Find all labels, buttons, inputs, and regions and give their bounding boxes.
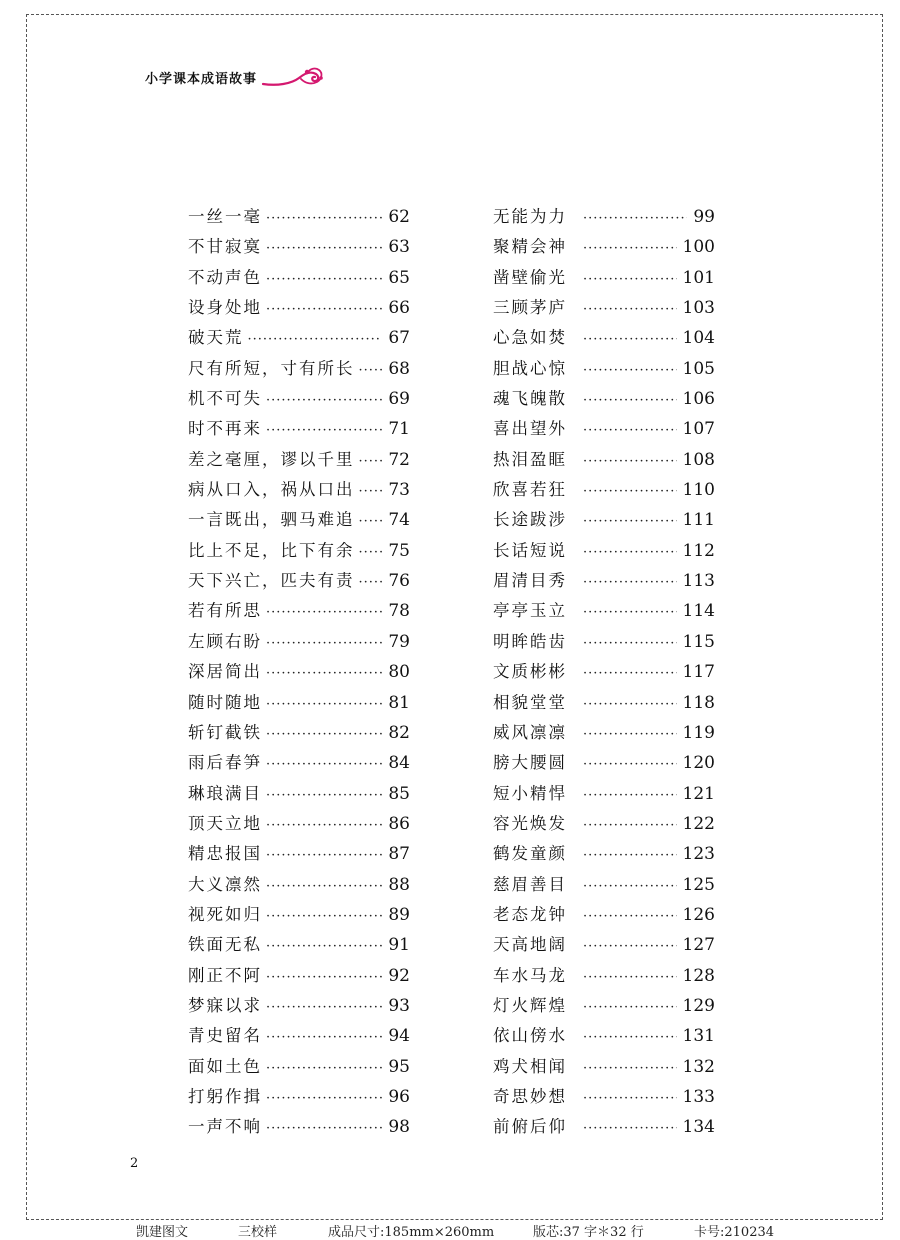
dot-leader <box>266 750 382 780</box>
toc-entry <box>493 323 715 353</box>
dot-leader <box>248 325 383 355</box>
toc-entry <box>493 870 715 900</box>
toc-entry-page: 120 <box>682 753 715 774</box>
dot-leader <box>583 477 677 507</box>
toc-entry <box>493 1082 715 1112</box>
dot-leader <box>266 690 382 720</box>
toc-entry-title: 胆战心惊 <box>493 358 567 378</box>
toc-entry-page: 101 <box>682 267 715 288</box>
dot-leader <box>583 932 677 962</box>
dot-leader <box>583 204 687 234</box>
dot-leader <box>583 265 677 295</box>
dot-leader <box>583 963 677 993</box>
toc-entry <box>493 809 715 839</box>
toc-entry-page: 110 <box>682 480 715 501</box>
toc-entry <box>493 475 715 505</box>
toc-entry-page: 134 <box>682 1117 715 1138</box>
toc-entry-page: 63 <box>388 237 410 258</box>
toc-entry <box>493 657 715 687</box>
toc-entry-page: 91 <box>388 935 410 956</box>
book-title: 小学课本成语故事 <box>145 71 258 87</box>
toc-entry-title: 奇思妙想 <box>493 1086 567 1106</box>
toc-entry-page: 72 <box>388 449 410 470</box>
toc-entry-page: 95 <box>388 1056 410 1077</box>
toc-entry-title: 天高地阔 <box>493 935 567 955</box>
dot-leader <box>266 841 382 871</box>
toc-entry <box>188 354 410 384</box>
toc-entry-title: 琳琅满目 <box>188 783 262 803</box>
dot-leader <box>583 234 677 264</box>
toc-entry <box>493 1021 715 1051</box>
toc-entry <box>188 900 410 930</box>
toc-entry-page: 82 <box>388 722 410 743</box>
toc-entry <box>493 505 715 535</box>
dot-leader <box>583 295 677 325</box>
dot-leader <box>359 538 383 568</box>
toc-entry <box>188 1021 410 1051</box>
toc-entry <box>188 839 410 869</box>
toc-entry <box>188 809 410 839</box>
toc-entry <box>188 202 410 232</box>
toc-entry-title: 无能为力 <box>493 207 567 226</box>
toc-entry-title: 欣喜若狂 <box>493 480 567 500</box>
toc-entry-page: 87 <box>388 844 410 865</box>
page-number: 2 <box>130 1156 139 1171</box>
toc-entry-title: 慈眉善目 <box>493 874 567 894</box>
toc-entry-page: 79 <box>388 631 410 652</box>
toc-entry-page: 113 <box>682 571 715 592</box>
dot-leader <box>583 1084 677 1114</box>
dot-leader <box>266 963 382 993</box>
toc-entry-page: 132 <box>682 1056 715 1077</box>
dot-leader <box>583 538 677 568</box>
toc-entry-page: 128 <box>682 965 715 986</box>
dot-leader <box>266 659 382 689</box>
toc-entry-title: 鹤发童颜 <box>493 844 567 864</box>
toc-entry <box>188 414 410 444</box>
toc-entry <box>493 263 715 293</box>
dot-leader <box>266 781 382 811</box>
toc-entry <box>493 748 715 778</box>
toc-entry-title: 雨后春笋 <box>188 753 262 773</box>
dot-leader <box>266 872 382 902</box>
toc-entry-page: 67 <box>388 328 410 349</box>
toc-entry-title: 一丝一毫 <box>188 207 262 226</box>
toc-entry <box>493 596 715 626</box>
toc-entry-title: 三顾茅庐 <box>493 298 567 318</box>
toc-entry-page: 123 <box>682 844 715 865</box>
toc-entry-page: 115 <box>682 631 715 652</box>
toc-entry <box>493 627 715 657</box>
toc-entry-page: 106 <box>682 389 715 410</box>
toc-entry-title: 短小精悍 <box>493 783 567 803</box>
toc-entry-page: 100 <box>682 237 715 258</box>
toc-entry-page: 112 <box>682 540 715 561</box>
toc-entry <box>188 232 410 262</box>
dot-leader <box>266 386 382 416</box>
dot-leader <box>583 447 677 477</box>
toc-entry <box>493 232 715 262</box>
toc-entry-title: 长话短说 <box>493 540 567 560</box>
toc-entry-title: 天下兴亡，匹夫有责 <box>188 571 355 591</box>
toc-entry-title: 左顾右盼 <box>188 631 262 651</box>
toc-entry-page: 117 <box>682 662 715 683</box>
dot-leader <box>359 507 383 537</box>
toc-entry-page: 80 <box>388 662 410 683</box>
toc-entry-page: 75 <box>388 540 410 561</box>
toc-entry-title: 亭亭玉立 <box>493 601 567 621</box>
toc-entry <box>188 293 410 323</box>
dot-leader <box>266 234 382 264</box>
toc-entry <box>188 1052 410 1082</box>
toc-entry-page: 104 <box>682 328 715 349</box>
dot-leader <box>359 447 383 477</box>
toc-entry-title: 刚正不阿 <box>188 965 262 985</box>
toc-entry-title: 热泪盈眶 <box>493 449 567 469</box>
toc-entry-page: 127 <box>682 935 715 956</box>
dot-leader <box>266 720 382 750</box>
cloud-ornament-icon <box>261 64 325 90</box>
toc-entry-page: 111 <box>682 510 715 531</box>
toc-entry <box>188 263 410 293</box>
toc-entry-title: 面如土色 <box>188 1056 262 1076</box>
toc-entry-title: 顶天立地 <box>188 813 262 833</box>
toc-entry-title: 斩钉截铁 <box>188 722 262 742</box>
dot-leader <box>266 598 382 628</box>
toc-entry-title: 一言既出，驷马难追 <box>188 510 355 530</box>
dot-leader <box>266 265 382 295</box>
dot-leader <box>583 507 677 537</box>
toc-entry-title: 时不再来 <box>188 419 262 439</box>
toc-entry-page: 133 <box>682 1086 715 1107</box>
toc-entry-page: 74 <box>388 510 410 531</box>
toc-entry-page: 105 <box>682 358 715 379</box>
toc-entry-page: 118 <box>682 692 715 713</box>
toc-entry-title: 一声不响 <box>188 1117 262 1137</box>
toc-entry <box>188 536 410 566</box>
toc-entry-title: 病从口入，祸从口出 <box>188 480 355 500</box>
toc-entry-page: 69 <box>388 389 410 410</box>
toc-entry <box>188 566 410 596</box>
dot-leader <box>266 1084 382 1114</box>
dot-leader <box>266 1023 382 1053</box>
dot-leader <box>266 416 382 446</box>
toc-entry-title: 相貌堂堂 <box>493 692 567 712</box>
dot-leader <box>266 629 382 659</box>
toc-entry-title: 不甘寂寞 <box>188 237 262 257</box>
toc-entry-title: 破天荒 <box>188 328 244 348</box>
dot-leader <box>583 416 677 446</box>
toc-entry-page: 89 <box>388 904 410 925</box>
toc-entry-title: 深居简出 <box>188 662 262 682</box>
toc-entry-title: 梦寐以求 <box>188 995 262 1015</box>
dot-leader <box>359 356 383 386</box>
toc-entry <box>493 688 715 718</box>
dot-leader <box>583 386 677 416</box>
dot-leader <box>583 750 677 780</box>
toc-entry <box>493 566 715 596</box>
toc-entry-title: 青史留名 <box>188 1026 262 1046</box>
toc-entry <box>188 1082 410 1112</box>
dot-leader <box>583 720 677 750</box>
toc-entry-page: 94 <box>388 1026 410 1047</box>
toc-entry-page: 121 <box>682 783 715 804</box>
toc-right-column <box>493 202 715 1143</box>
dot-leader <box>583 356 677 386</box>
dot-leader <box>266 932 382 962</box>
toc-entry-page: 68 <box>388 358 410 379</box>
dot-leader <box>583 872 677 902</box>
toc-entry <box>188 657 410 687</box>
toc-entry-page: 93 <box>388 995 410 1016</box>
dot-leader <box>583 325 677 355</box>
toc-entry <box>493 900 715 930</box>
dot-leader <box>583 690 677 720</box>
dot-leader <box>266 811 382 841</box>
dot-leader <box>266 993 382 1023</box>
dot-leader <box>266 204 382 234</box>
toc-entry <box>188 384 410 414</box>
toc-entry-title: 容光焕发 <box>493 813 567 833</box>
toc-entry-title: 若有所思 <box>188 601 262 621</box>
toc-entry <box>188 991 410 1021</box>
dot-leader <box>583 993 677 1023</box>
toc-entry-title: 大义凛然 <box>188 874 262 894</box>
toc-entry <box>188 323 410 353</box>
toc-entry <box>493 930 715 960</box>
dot-leader <box>583 1023 677 1053</box>
toc-entry <box>188 779 410 809</box>
footer-card-number: 卡号:210234 <box>694 1225 775 1240</box>
dot-leader <box>266 902 382 932</box>
toc-entry-title: 文质彬彬 <box>493 662 567 682</box>
toc-entry-page: 107 <box>682 419 715 440</box>
toc-entry <box>493 202 715 232</box>
toc-entry-title: 心急如焚 <box>493 328 567 348</box>
dot-leader <box>583 1054 677 1084</box>
toc-entry-title: 喜出望外 <box>493 419 567 439</box>
toc-entry-page: 65 <box>388 267 410 288</box>
toc-entry-page: 62 <box>388 207 410 227</box>
dot-leader <box>266 1114 382 1144</box>
toc-entry <box>188 445 410 475</box>
toc-entry-page: 88 <box>388 874 410 895</box>
toc-entry-title: 前俯后仰 <box>493 1117 567 1137</box>
toc-entry <box>493 536 715 566</box>
toc-entry <box>188 1112 410 1142</box>
toc-entry-title: 比上不足，比下有余 <box>188 540 355 560</box>
toc-entry-title: 精忠报国 <box>188 844 262 864</box>
toc-entry <box>188 627 410 657</box>
toc-entry <box>188 505 410 535</box>
toc-entry <box>188 961 410 991</box>
toc-entry-title: 打躬作揖 <box>188 1086 262 1106</box>
toc-entry-page: 126 <box>682 904 715 925</box>
toc-entry <box>188 748 410 778</box>
toc-entry-title: 鸡犬相闻 <box>493 1056 567 1076</box>
toc-entry <box>493 961 715 991</box>
toc-entry-title: 随时随地 <box>188 692 262 712</box>
toc-entry-title: 车水马龙 <box>493 965 567 985</box>
toc-entry <box>493 991 715 1021</box>
toc-entry-page: 125 <box>682 874 715 895</box>
toc-entry <box>493 1052 715 1082</box>
toc-entry <box>493 839 715 869</box>
dot-leader <box>583 568 677 598</box>
toc-entry-title: 明眸皓齿 <box>493 631 567 651</box>
toc-entry-page: 122 <box>682 813 715 834</box>
running-header <box>145 62 325 92</box>
toc-entry-title: 设身处地 <box>188 298 262 318</box>
toc-entry-title: 不动声色 <box>188 267 262 287</box>
toc-entry-title: 凿壁偷光 <box>493 267 567 287</box>
toc-entry <box>188 475 410 505</box>
toc-entry-title: 依山傍水 <box>493 1026 567 1046</box>
toc-entry <box>188 870 410 900</box>
toc-entry-page: 73 <box>388 480 410 501</box>
dot-leader <box>583 598 677 628</box>
toc-entry-title: 灯火辉煌 <box>493 995 567 1015</box>
footer-layout: 版芯:37 字＊32 行 <box>533 1225 644 1240</box>
footer-proof: 三校样 <box>238 1225 278 1240</box>
toc-entry-page: 103 <box>682 298 715 319</box>
toc-entry <box>493 414 715 444</box>
toc-entry-page: 99 <box>693 207 715 227</box>
toc-entry-page: 96 <box>388 1086 410 1107</box>
dot-leader <box>583 841 677 871</box>
toc-entry-page: 81 <box>388 692 410 713</box>
toc-entry-page: 114 <box>682 601 715 622</box>
toc-entry-page: 76 <box>388 571 410 592</box>
dot-leader <box>583 811 677 841</box>
dot-leader <box>583 781 677 811</box>
toc-entry-title: 眉清目秀 <box>493 571 567 591</box>
toc-entry-title: 尺有所短，寸有所长 <box>188 358 355 378</box>
toc-entry <box>188 688 410 718</box>
toc-entry-title: 长途跋涉 <box>493 510 567 530</box>
dot-leader <box>583 902 677 932</box>
dot-leader <box>266 295 382 325</box>
toc-entry-title: 机不可失 <box>188 389 262 409</box>
toc-entry-page: 78 <box>388 601 410 622</box>
toc-entry-page: 86 <box>388 813 410 834</box>
dot-leader <box>583 1114 677 1144</box>
toc-entry-page: 129 <box>682 995 715 1016</box>
toc-entry-title: 差之毫厘，谬以千里 <box>188 449 355 469</box>
toc-entry-title: 铁面无私 <box>188 935 262 955</box>
footer-size: 成品尺寸:185mm×260mm <box>328 1225 495 1240</box>
footer-publisher: 凯建图文 <box>136 1225 189 1240</box>
toc-left-column <box>188 202 410 1143</box>
toc-entry <box>493 445 715 475</box>
toc-entry <box>493 354 715 384</box>
toc-entry-page: 66 <box>388 298 410 319</box>
toc-entry-title: 聚精会神 <box>493 237 567 257</box>
toc-entry-title: 老态龙钟 <box>493 904 567 924</box>
toc-entry <box>493 1112 715 1142</box>
toc-entry-page: 119 <box>682 722 715 743</box>
toc-entry-page: 108 <box>682 449 715 470</box>
toc-entry-page: 92 <box>388 965 410 986</box>
toc-entry-title: 视死如归 <box>188 904 262 924</box>
print-footer <box>0 1219 900 1238</box>
toc-entry-title: 膀大腰圆 <box>493 753 567 773</box>
toc-entry <box>493 384 715 414</box>
toc-entry-page: 131 <box>682 1026 715 1047</box>
toc-entry <box>493 779 715 809</box>
page-border <box>26 14 883 1220</box>
toc-entry-title: 魂飞魄散 <box>493 389 567 409</box>
dot-leader <box>359 568 383 598</box>
toc-entry <box>493 293 715 323</box>
toc-entry-page: 71 <box>388 419 410 440</box>
toc-entry-page: 85 <box>388 783 410 804</box>
toc-entry <box>188 718 410 748</box>
toc-entry-page: 84 <box>388 753 410 774</box>
toc-entry-title: 威风凛凛 <box>493 722 567 742</box>
toc-entry-page: 98 <box>388 1117 410 1138</box>
toc-entry <box>493 718 715 748</box>
toc-entry <box>188 930 410 960</box>
dot-leader <box>583 659 677 689</box>
toc-entry <box>188 596 410 626</box>
dot-leader <box>266 1054 382 1084</box>
dot-leader <box>583 629 677 659</box>
dot-leader <box>359 477 383 507</box>
